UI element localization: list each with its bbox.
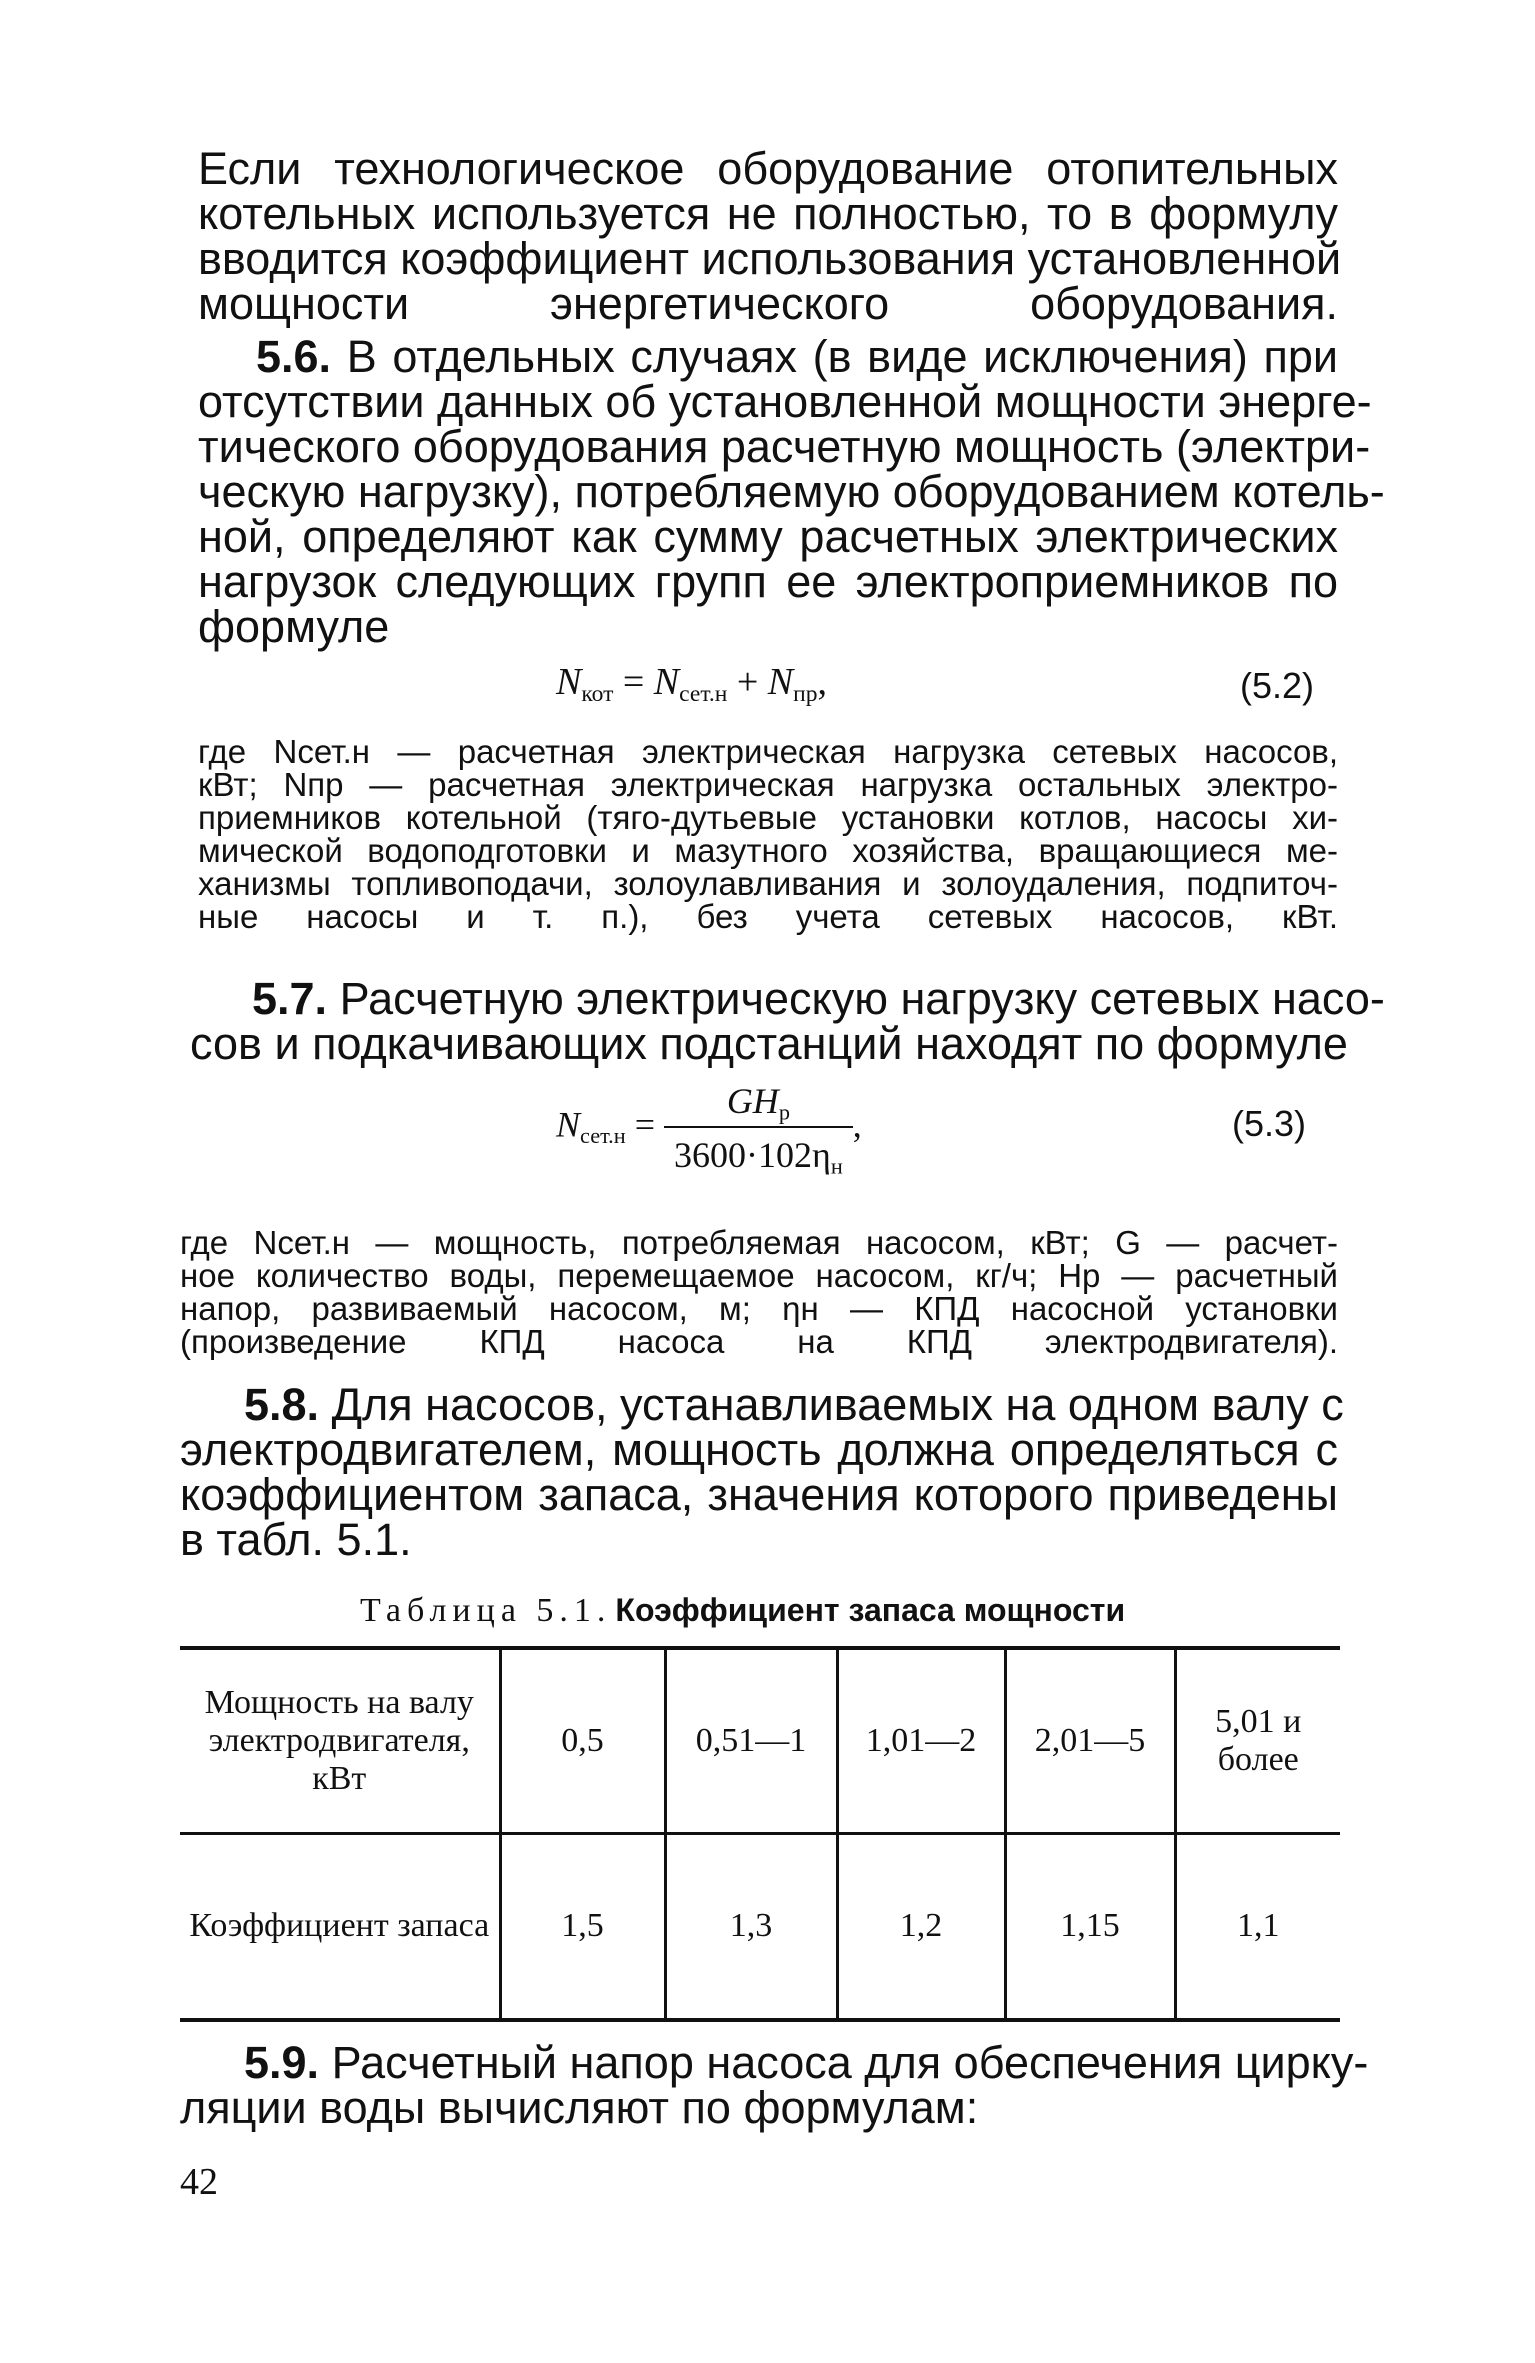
text-line: где Nсет.н — расчетная электрическая нагрузка сетевых насосов,	[198, 733, 1338, 770]
table-cell: 1,15	[1005, 1833, 1175, 2018]
table-cell: 5,01 и более	[1175, 1650, 1340, 1833]
text-line: коэффициентом запаса, значения которого приведены	[180, 1469, 1338, 1520]
table-cell: 0,5	[500, 1650, 665, 1833]
text-line: ные насосы и т. п.), без учета сетевых насосов, кВт.	[198, 898, 1338, 935]
section-number: 5.8.	[244, 1379, 320, 1430]
table-cell: 1,3	[665, 1833, 837, 2018]
section-5-7	[190, 973, 1385, 1069]
text-line: отсутствии данных об установленной мощности энерге-	[198, 376, 1372, 427]
page-number: 42	[180, 2161, 218, 2203]
table-row	[180, 1833, 1340, 2018]
table-cell: 1,2	[837, 1833, 1005, 2018]
equation-number-5-2: (5.2)	[1240, 665, 1315, 706]
table-cell: 1,1	[1175, 1833, 1340, 2018]
text-line: в табл. 5.1.	[180, 1514, 412, 1565]
text-line: кВт; Nпр — расчетная электрическая нагрузка остальных электро-	[198, 766, 1338, 803]
text-line: ное количество воды, перемещаемое насосом, кг/ч; Hр — расчетный	[180, 1257, 1338, 1294]
section-5-6	[198, 331, 1385, 652]
table-cell: 1,01—2	[837, 1650, 1005, 1833]
text-line: вводится коэффициент использования установленной	[198, 233, 1342, 284]
table-cell: 2,01—5	[1005, 1650, 1175, 1833]
text-line: где Nсет.н — мощность, потребляемая насосом, кВт; G — расчет-	[180, 1224, 1338, 1261]
text-line: ческую нагрузку), потребляемую оборудованием котель-	[198, 466, 1385, 517]
explanation-5-2	[198, 735, 1338, 933]
text-line: 5.9. Расчетный напор насоса для обеспечения цирку-	[244, 2037, 1369, 2088]
section-5-9	[180, 2037, 1369, 2133]
text-line: приемников котельной (тяго-дутьевые установки котлов, насосы хи-	[198, 799, 1338, 836]
text-line: сов и подкачивающих подстанций находят по формуле	[190, 1018, 1348, 1069]
table-caption-label: Таблица 5.1.	[360, 1592, 612, 1629]
row-header-coefficient: Коэффициент запаса	[189, 1907, 490, 1945]
table-cell: 1,5	[500, 1833, 665, 2018]
table-bottom-rule	[180, 2018, 1340, 2022]
formula-5-3: $N_{сет.н}$ = $\frac{GH_р}{3600\cdot 102\eta_н}$ ,	[556, 1081, 862, 1179]
fraction: $\frac{GH_р}{3600\cdot 102\eta_н}$	[664, 1080, 853, 1176]
section-number: 5.9.	[244, 2037, 320, 2088]
explanation-5-3	[180, 1226, 1338, 1358]
text-line: мощности энергетического оборудования.	[198, 278, 1338, 329]
formula-5-2: $N_{кот} = N_{сет.н} + N_{пр}$,	[556, 661, 828, 708]
text-line: 5.6. В отдельных случаях (в виде исключения) при	[256, 331, 1338, 382]
text-line: электродвигателем, мощность должна определяться с	[180, 1424, 1338, 1475]
section-number: 5.6.	[256, 331, 332, 382]
intro-paragraph	[198, 143, 1342, 329]
table-caption-title: Коэффициент запаса мощности	[615, 1592, 1126, 1628]
table-5-1	[180, 1650, 1340, 2018]
text-line: (произведение КПД насоса на КПД электродвигателя).	[180, 1323, 1338, 1360]
text-line: 5.8. Для насосов, устанавливаемых на одном валу с	[244, 1379, 1344, 1430]
text-line: 5.7. Расчетную электрическую нагрузку сетевых насо-	[252, 973, 1385, 1024]
table-caption	[360, 1592, 1125, 1630]
text-line: мической водоподготовки и мазутного хозяйства, вращающиеся ме-	[198, 832, 1338, 869]
equation-number-5-3: (5.3)	[1232, 1103, 1307, 1144]
text-line: нагрузок следующих групп ее электроприемников по	[198, 556, 1338, 607]
section-number: 5.7.	[252, 973, 328, 1024]
text-line: тического оборудования расчетную мощность (электри-	[198, 421, 1371, 472]
text-line: формуле	[198, 601, 390, 652]
section-5-8	[180, 1379, 1344, 1565]
text-line: ханизмы топливоподачи, золоулавливания и золоудаления, подпиточ-	[198, 865, 1338, 902]
text-line: Если технологическое оборудование отопительных	[198, 143, 1338, 194]
text-line: ной, определяют как сумму расчетных электрических	[198, 511, 1338, 562]
row-header-power: Мощность на валу электродвигателя, кВт	[180, 1650, 500, 1833]
text-line: котельных используется не полностью, то в формулу	[198, 188, 1338, 239]
table-row	[180, 1650, 1340, 1833]
table-cell: 0,51—1	[665, 1650, 837, 1833]
text-line: напор, развиваемый насосом, м; ηн — КПД насосной установки	[180, 1290, 1338, 1327]
text-line: ляции воды вычисляют по формулам:	[180, 2082, 979, 2133]
